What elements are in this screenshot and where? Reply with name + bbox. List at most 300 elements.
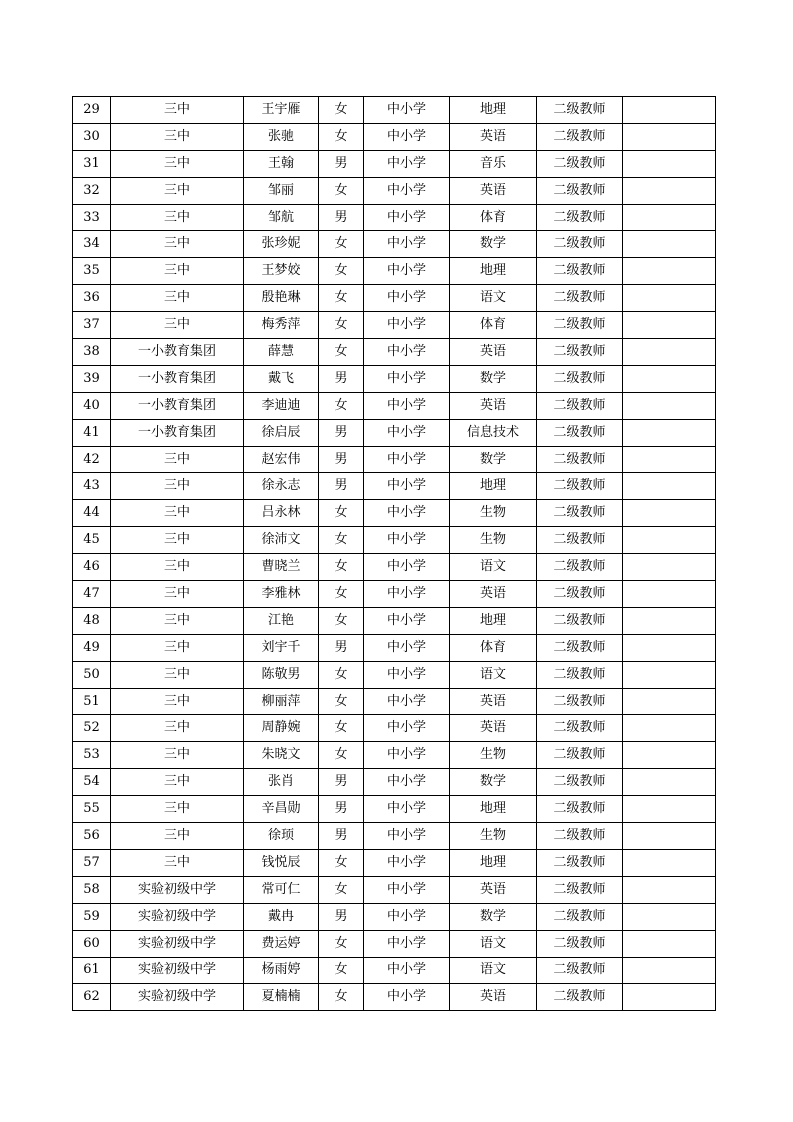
gender-cell: 女 [319,742,364,769]
school-level-cell: 中小学 [364,823,450,850]
professional-title-cell: 二级教师 [537,419,623,446]
row-number-cell: 45 [73,527,111,554]
gender-cell: 女 [319,339,364,366]
gender-cell: 男 [319,446,364,473]
school-unit-cell: 三中 [111,231,244,258]
subject-cell: 体育 [450,312,537,339]
professional-title-cell: 二级教师 [537,339,623,366]
school-unit-cell: 三中 [111,581,244,608]
subject-cell: 地理 [450,473,537,500]
table-row [73,607,716,634]
subject-cell: 语文 [450,930,537,957]
gender-cell: 女 [319,930,364,957]
school-level-cell: 中小学 [364,607,450,634]
school-unit-cell: 一小教育集团 [111,392,244,419]
teacher-name-cell: 吕永林 [244,500,319,527]
teacher-name-cell: 柳丽萍 [244,688,319,715]
remarks-cell [623,339,716,366]
school-unit-cell: 实验初级中学 [111,930,244,957]
school-level-cell: 中小学 [364,258,450,285]
row-number-cell: 60 [73,930,111,957]
teacher-name-cell: 钱悦辰 [244,849,319,876]
professional-title-cell: 二级教师 [537,742,623,769]
subject-cell: 数学 [450,231,537,258]
remarks-cell [623,957,716,984]
table-row [73,688,716,715]
table-row [73,634,716,661]
remarks-cell [623,446,716,473]
subject-cell: 英语 [450,392,537,419]
teacher-name-cell: 常可仁 [244,876,319,903]
school-unit-cell: 实验初级中学 [111,984,244,1011]
teacher-name-cell: 张驰 [244,123,319,150]
teacher-name-cell: 薛慧 [244,339,319,366]
school-level-cell: 中小学 [364,957,450,984]
table-row [73,473,716,500]
subject-cell: 英语 [450,715,537,742]
professional-title-cell: 二级教师 [537,231,623,258]
gender-cell: 女 [319,688,364,715]
school-level-cell: 中小学 [364,581,450,608]
professional-title-cell: 二级教师 [537,527,623,554]
row-number-cell: 54 [73,769,111,796]
school-level-cell: 中小学 [364,554,450,581]
school-unit-cell: 三中 [111,796,244,823]
subject-cell: 英语 [450,688,537,715]
row-number-cell: 47 [73,581,111,608]
gender-cell: 男 [319,473,364,500]
subject-cell: 英语 [450,123,537,150]
row-number-cell: 39 [73,365,111,392]
subject-cell: 地理 [450,607,537,634]
teacher-name-cell: 徐顼 [244,823,319,850]
teacher-name-cell: 徐启辰 [244,419,319,446]
professional-title-cell: 二级教师 [537,930,623,957]
subject-cell: 信息技术 [450,419,537,446]
subject-cell: 数学 [450,903,537,930]
subject-cell: 英语 [450,581,537,608]
subject-cell: 地理 [450,796,537,823]
row-number-cell: 32 [73,177,111,204]
professional-title-cell: 二级教师 [537,607,623,634]
professional-title-cell: 二级教师 [537,500,623,527]
row-number-cell: 49 [73,634,111,661]
row-number-cell: 51 [73,688,111,715]
teacher-name-cell: 徐沛文 [244,527,319,554]
table-row [73,661,716,688]
subject-cell: 体育 [450,204,537,231]
subject-cell: 英语 [450,177,537,204]
subject-cell: 体育 [450,634,537,661]
professional-title-cell: 二级教师 [537,661,623,688]
remarks-cell [623,903,716,930]
subject-cell: 生物 [450,823,537,850]
teacher-name-cell: 赵宏伟 [244,446,319,473]
school-level-cell: 中小学 [364,177,450,204]
remarks-cell [623,97,716,124]
subject-cell: 数学 [450,769,537,796]
school-unit-cell: 三中 [111,661,244,688]
row-number-cell: 38 [73,339,111,366]
teacher-name-cell: 辛昌勋 [244,796,319,823]
gender-cell: 女 [319,258,364,285]
teacher-name-cell: 杨雨婷 [244,957,319,984]
gender-cell: 男 [319,150,364,177]
remarks-cell [623,661,716,688]
remarks-cell [623,312,716,339]
subject-cell: 数学 [450,446,537,473]
row-number-cell: 44 [73,500,111,527]
teacher-name-cell: 王宇雁 [244,97,319,124]
teacher-name-cell: 曹晓兰 [244,554,319,581]
gender-cell: 女 [319,661,364,688]
remarks-cell [623,930,716,957]
row-number-cell: 59 [73,903,111,930]
table-row [73,581,716,608]
professional-title-cell: 二级教师 [537,150,623,177]
gender-cell: 男 [319,769,364,796]
school-unit-cell: 三中 [111,554,244,581]
teacher-name-cell: 王梦姣 [244,258,319,285]
gender-cell: 男 [319,204,364,231]
school-unit-cell: 三中 [111,177,244,204]
gender-cell: 女 [319,876,364,903]
remarks-cell [623,984,716,1011]
remarks-cell [623,123,716,150]
teacher-name-cell: 戴飞 [244,365,319,392]
gender-cell: 女 [319,984,364,1011]
school-unit-cell: 三中 [111,204,244,231]
teacher-name-cell: 夏楠楠 [244,984,319,1011]
gender-cell: 女 [319,500,364,527]
school-level-cell: 中小学 [364,930,450,957]
school-unit-cell: 三中 [111,688,244,715]
gender-cell: 男 [319,796,364,823]
row-number-cell: 58 [73,876,111,903]
table-row [73,769,716,796]
remarks-cell [623,607,716,634]
row-number-cell: 55 [73,796,111,823]
table-row [73,392,716,419]
remarks-cell [623,688,716,715]
school-level-cell: 中小学 [364,984,450,1011]
school-level-cell: 中小学 [364,392,450,419]
table-row [73,339,716,366]
teacher-name-cell: 殷艳琳 [244,285,319,312]
professional-title-cell: 二级教师 [537,554,623,581]
school-level-cell: 中小学 [364,500,450,527]
teacher-name-cell: 周静婉 [244,715,319,742]
professional-title-cell: 二级教师 [537,957,623,984]
remarks-cell [623,204,716,231]
school-unit-cell: 一小教育集团 [111,365,244,392]
school-level-cell: 中小学 [364,339,450,366]
school-unit-cell: 三中 [111,446,244,473]
school-level-cell: 中小学 [364,285,450,312]
professional-title-cell: 二级教师 [537,581,623,608]
teacher-name-cell: 江艳 [244,607,319,634]
row-number-cell: 48 [73,607,111,634]
school-unit-cell: 三中 [111,634,244,661]
teacher-name-cell: 李迪迪 [244,392,319,419]
school-unit-cell: 三中 [111,823,244,850]
school-unit-cell: 三中 [111,312,244,339]
row-number-cell: 31 [73,150,111,177]
table-row [73,312,716,339]
table-row [73,204,716,231]
gender-cell: 女 [319,957,364,984]
school-unit-cell: 三中 [111,715,244,742]
professional-title-cell: 二级教师 [537,823,623,850]
table-row [73,446,716,473]
school-level-cell: 中小学 [364,312,450,339]
school-unit-cell: 三中 [111,258,244,285]
school-unit-cell: 实验初级中学 [111,876,244,903]
table-row [73,500,716,527]
gender-cell: 女 [319,607,364,634]
subject-cell: 语文 [450,554,537,581]
school-unit-cell: 一小教育集团 [111,339,244,366]
professional-title-cell: 二级教师 [537,312,623,339]
table-row [73,796,716,823]
subject-cell: 地理 [450,97,537,124]
professional-title-cell: 二级教师 [537,473,623,500]
professional-title-cell: 二级教师 [537,688,623,715]
school-unit-cell: 三中 [111,97,244,124]
school-unit-cell: 三中 [111,150,244,177]
professional-title-cell: 二级教师 [537,903,623,930]
school-level-cell: 中小学 [364,150,450,177]
row-number-cell: 29 [73,97,111,124]
row-number-cell: 42 [73,446,111,473]
school-level-cell: 中小学 [364,876,450,903]
subject-cell: 音乐 [450,150,537,177]
gender-cell: 女 [319,123,364,150]
table-row [73,97,716,124]
gender-cell: 男 [319,419,364,446]
school-level-cell: 中小学 [364,527,450,554]
remarks-cell [623,177,716,204]
school-level-cell: 中小学 [364,688,450,715]
teacher-name-cell: 王翰 [244,150,319,177]
teacher-roster-table [72,96,716,1011]
table-row [73,285,716,312]
row-number-cell: 62 [73,984,111,1011]
school-level-cell: 中小学 [364,661,450,688]
school-unit-cell: 三中 [111,500,244,527]
row-number-cell: 35 [73,258,111,285]
teacher-name-cell: 陈敬男 [244,661,319,688]
teacher-name-cell: 戴冉 [244,903,319,930]
gender-cell: 女 [319,527,364,554]
professional-title-cell: 二级教师 [537,177,623,204]
subject-cell: 英语 [450,339,537,366]
gender-cell: 男 [319,903,364,930]
teacher-name-cell: 邹丽 [244,177,319,204]
row-number-cell: 46 [73,554,111,581]
professional-title-cell: 二级教师 [537,392,623,419]
row-number-cell: 61 [73,957,111,984]
professional-title-cell: 二级教师 [537,634,623,661]
gender-cell: 女 [319,554,364,581]
remarks-cell [623,876,716,903]
teacher-name-cell: 徐永志 [244,473,319,500]
roster-body [73,97,716,1011]
gender-cell: 女 [319,285,364,312]
row-number-cell: 50 [73,661,111,688]
table-row [73,365,716,392]
school-level-cell: 中小学 [364,204,450,231]
school-unit-cell: 一小教育集团 [111,419,244,446]
school-unit-cell: 三中 [111,769,244,796]
school-level-cell: 中小学 [364,231,450,258]
professional-title-cell: 二级教师 [537,204,623,231]
teacher-name-cell: 李雅林 [244,581,319,608]
teacher-name-cell: 刘宇千 [244,634,319,661]
professional-title-cell: 二级教师 [537,97,623,124]
gender-cell: 女 [319,849,364,876]
remarks-cell [623,365,716,392]
row-number-cell: 33 [73,204,111,231]
subject-cell: 英语 [450,876,537,903]
table-row [73,715,716,742]
remarks-cell [623,392,716,419]
remarks-cell [623,231,716,258]
gender-cell: 女 [319,715,364,742]
school-unit-cell: 三中 [111,473,244,500]
school-unit-cell: 三中 [111,607,244,634]
table-row [73,984,716,1011]
school-level-cell: 中小学 [364,365,450,392]
remarks-cell [623,796,716,823]
school-level-cell: 中小学 [364,123,450,150]
school-level-cell: 中小学 [364,715,450,742]
row-number-cell: 37 [73,312,111,339]
professional-title-cell: 二级教师 [537,849,623,876]
table-row [73,150,716,177]
remarks-cell [623,473,716,500]
subject-cell: 地理 [450,258,537,285]
teacher-name-cell: 梅秀萍 [244,312,319,339]
remarks-cell [623,634,716,661]
teacher-name-cell: 费运婷 [244,930,319,957]
gender-cell: 男 [319,365,364,392]
remarks-cell [623,258,716,285]
remarks-cell [623,581,716,608]
school-level-cell: 中小学 [364,903,450,930]
school-unit-cell: 三中 [111,527,244,554]
professional-title-cell: 二级教师 [537,876,623,903]
professional-title-cell: 二级教师 [537,769,623,796]
school-unit-cell: 实验初级中学 [111,903,244,930]
subject-cell: 英语 [450,984,537,1011]
remarks-cell [623,150,716,177]
gender-cell: 男 [319,823,364,850]
school-level-cell: 中小学 [364,419,450,446]
professional-title-cell: 二级教师 [537,715,623,742]
remarks-cell [623,419,716,446]
professional-title-cell: 二级教师 [537,258,623,285]
remarks-cell [623,742,716,769]
school-unit-cell: 三中 [111,123,244,150]
remarks-cell [623,500,716,527]
subject-cell: 数学 [450,365,537,392]
professional-title-cell: 二级教师 [537,285,623,312]
school-level-cell: 中小学 [364,849,450,876]
row-number-cell: 52 [73,715,111,742]
professional-title-cell: 二级教师 [537,123,623,150]
professional-title-cell: 二级教师 [537,365,623,392]
gender-cell: 女 [319,97,364,124]
subject-cell: 语文 [450,661,537,688]
row-number-cell: 41 [73,419,111,446]
table-row [73,876,716,903]
school-level-cell: 中小学 [364,634,450,661]
gender-cell: 女 [319,392,364,419]
row-number-cell: 40 [73,392,111,419]
professional-title-cell: 二级教师 [537,446,623,473]
professional-title-cell: 二级教师 [537,796,623,823]
table-row [73,231,716,258]
remarks-cell [623,554,716,581]
table-row [73,930,716,957]
subject-cell: 语文 [450,285,537,312]
gender-cell: 女 [319,177,364,204]
school-unit-cell: 三中 [111,285,244,312]
teacher-name-cell: 朱晓文 [244,742,319,769]
remarks-cell [623,715,716,742]
remarks-cell [623,527,716,554]
gender-cell: 女 [319,312,364,339]
row-number-cell: 36 [73,285,111,312]
teacher-name-cell: 邹航 [244,204,319,231]
gender-cell: 男 [319,634,364,661]
school-level-cell: 中小学 [364,446,450,473]
table-row [73,419,716,446]
table-row [73,823,716,850]
remarks-cell [623,849,716,876]
row-number-cell: 56 [73,823,111,850]
table-row [73,258,716,285]
subject-cell: 生物 [450,500,537,527]
remarks-cell [623,769,716,796]
table-row [73,957,716,984]
row-number-cell: 34 [73,231,111,258]
subject-cell: 生物 [450,742,537,769]
table-row [73,903,716,930]
school-level-cell: 中小学 [364,769,450,796]
teacher-name-cell: 张肖 [244,769,319,796]
row-number-cell: 43 [73,473,111,500]
school-level-cell: 中小学 [364,97,450,124]
gender-cell: 女 [319,581,364,608]
subject-cell: 生物 [450,527,537,554]
subject-cell: 地理 [450,849,537,876]
school-unit-cell: 实验初级中学 [111,957,244,984]
table-row [73,527,716,554]
subject-cell: 语文 [450,957,537,984]
school-unit-cell: 三中 [111,742,244,769]
professional-title-cell: 二级教师 [537,984,623,1011]
table-row [73,849,716,876]
table-row [73,554,716,581]
row-number-cell: 53 [73,742,111,769]
school-level-cell: 中小学 [364,796,450,823]
remarks-cell [623,285,716,312]
table-row [73,123,716,150]
teacher-name-cell: 张珍妮 [244,231,319,258]
row-number-cell: 30 [73,123,111,150]
